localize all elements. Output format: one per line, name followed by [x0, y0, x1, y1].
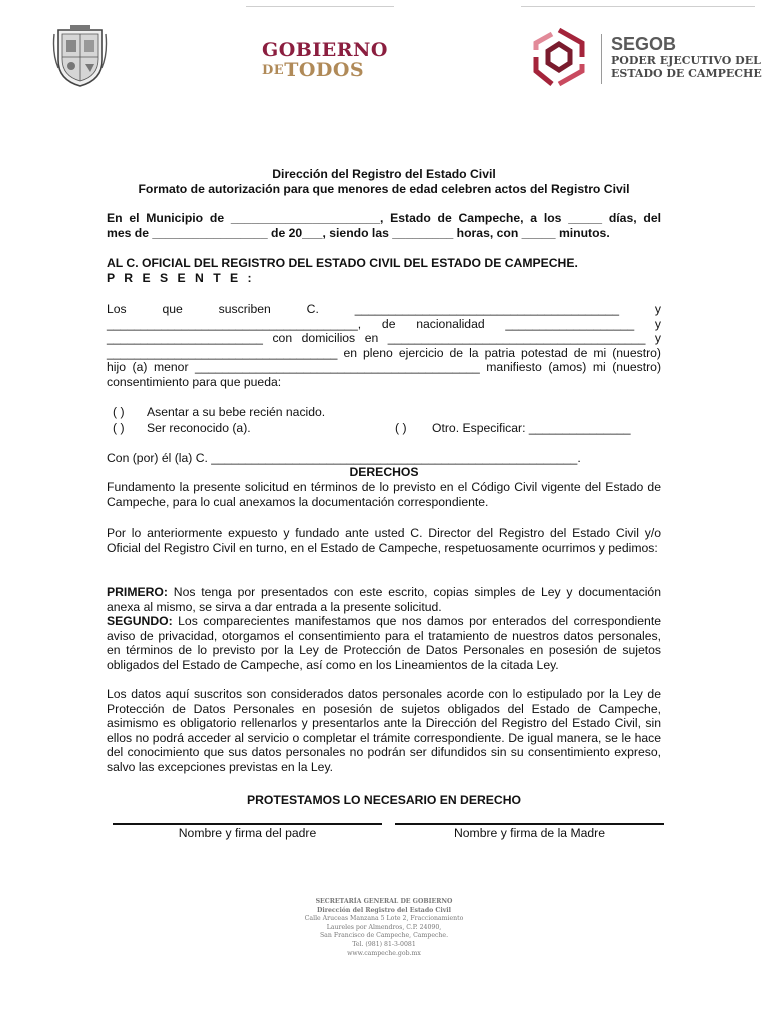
footer-line3: Calle Aruceas Manzana 5 Lote 2, Fraccionamiento — [304, 915, 464, 923]
suscriben-line2: _____________________________________, de nacionalidad ___________________ y — [107, 316, 661, 331]
derechos-heading: DERECHOS — [349, 465, 419, 479]
campeche-coat-of-arms-icon — [52, 24, 108, 88]
segundo-label: SEGUNDO: — [107, 614, 173, 628]
mother-signature-line[interactable] — [395, 823, 664, 825]
segob-emblem-icon — [528, 26, 590, 88]
mother-signature-label: Nombre y firma de la Madre — [453, 826, 606, 840]
gobierno-logo-line2 — [262, 60, 382, 81]
footer-address — [250, 898, 518, 958]
option-recognized-label: Ser reconocido (a). — [147, 421, 251, 435]
addressee-line1: AL C. OFICIAL DEL REGISTRO DEL ESTADO CIVIL DEL ESTADO DE CAMPECHE. — [107, 256, 578, 270]
title-line2: Formato de autorización para que menores de edad celebren actos del Registro Civil — [138, 181, 630, 196]
derechos-paragraph1: Fundamento la presente solicitud en términos de lo previsto en el Código Civil vigente del Estado de Campeche, para lo cual anexamos la documentación correspondiente. — [107, 480, 661, 509]
protestamos-heading: PROTESTAMOS LO NECESARIO EN DERECHO — [246, 793, 521, 807]
gobierno-logo-todos: TODOS — [284, 59, 365, 81]
segob-subtitle-line1: PODER EJECUTIVO DEL — [611, 54, 761, 67]
gobierno-logo-de: DE — [262, 63, 285, 78]
suscriben-paragraph — [107, 302, 661, 390]
con-por-line: Con (por) él (la) C. ______________________________________________________. — [107, 451, 581, 465]
footer-line4: Laureles por Almendros, C.P. 24090, — [326, 923, 442, 931]
gobierno-de-todos-logo — [262, 39, 388, 81]
footer-line7[interactable]: www.campeche.gob.mx — [347, 949, 421, 957]
suscriben-line6: consentimiento para que pueda: — [107, 374, 282, 389]
intro-paragraph — [107, 211, 661, 240]
option-other-label: Otro. Especificar: _______________ — [432, 421, 631, 435]
suscriben-line5: hijo (a) menor __________________________________________ manifiesto (amos) mi (nuestro) — [107, 360, 661, 375]
father-signature-line[interactable] — [113, 823, 382, 825]
footer-line6: Tel. (981) 81-3-0081 — [352, 940, 416, 948]
segob-separator — [601, 34, 602, 84]
gobierno-logo-line1: GOBIERNO — [262, 39, 388, 61]
intro-line2: mes de _________________ de 20___, siendo las _________ horas, con _____ minutos. — [107, 225, 610, 240]
segundo-paragraph — [107, 614, 661, 672]
suscriben-line4: __________________________________ en pleno ejercicio de la patria potestad de mi (nuestro) — [107, 345, 661, 360]
primero-text: Nos tenga por presentados con este escrito, copias simples de Ley y documentación anexa al mismo, se sirva a dar entrada a la presente solicitud. — [107, 585, 661, 614]
father-signature-label: Nombre y firma del padre — [178, 826, 317, 840]
title-line1: Dirección del Registro del Estado Civil — [272, 167, 496, 181]
segundo-text: Los comparecientes manifestamos que nos damos por enterados del correspondiente aviso de privacidad, otorgamos el consentimiento para el tratamiento de nuestros datos personales, en términos de lo previsto por la Ley de Protección de Datos Personales en posesión de sujetos obligados del Estado de Campeche, así como en los Lineamientos de la citada Ley. — [107, 614, 661, 672]
segob-subtitle-line2: ESTADO DE CAMPECHE — [611, 67, 762, 80]
segob-logo-text — [611, 34, 762, 80]
top-rule-right — [521, 6, 755, 7]
presente-label: P R E S E N T E : — [107, 270, 255, 285]
suscriben-line1: Los que suscriben C. _______________________________________ y — [107, 302, 661, 316]
primero-paragraph — [107, 585, 661, 614]
addressee — [107, 256, 661, 285]
option-recognized-checkbox[interactable]: ( ) — [113, 421, 125, 435]
footer-line2: Dirección del Registro del Estado Civil — [317, 906, 451, 914]
intro-line1: En el Municipio de ______________________, Estado de Campeche, a los _____ días, del — [107, 211, 661, 225]
document-title — [107, 167, 661, 196]
footer-line5: San Francisco de Campeche, Campeche. — [319, 932, 449, 940]
footer-line1: SECRETARÍA GENERAL DE GOBIERNO — [315, 898, 453, 905]
derechos-paragraph2: Por lo anteriormente expuesto y fundado ante usted C. Director del Registro del Estado Civil y/o Oficial del Registro Civil en turno, en el Estado de Campeche, respetuosamente ocurrimos y pedimos: — [107, 526, 661, 555]
primero-label: PRIMERO: — [107, 585, 168, 599]
option-newborn-label: Asentar a su bebe recién nacido. — [147, 405, 326, 419]
top-rule-left — [246, 6, 394, 7]
segob-title: SEGOB — [611, 34, 677, 54]
datos-personales-paragraph: Los datos aquí suscritos son considerados datos personales acorde con lo estipulado por la Ley de Protección de Datos Personales en posesión de sujetos obligados del Estado de Campeche, asimismo es obligatorio rellenarlos y presentarlos ante la Dirección del Registro del Estado Civil, sin ellos no podrá acceder al servicio o completar el trámite correspondiente. De igual manera, se le hace del conocimiento que sus datos personales no podrán ser difundidos sin su consentimiento expreso, salvo las excepciones previstas en la Ley. — [107, 687, 661, 774]
suscriben-line3: _______________________ con domicilios en ______________________________________ y — [107, 331, 661, 346]
option-other-checkbox[interactable]: ( ) — [395, 421, 407, 435]
option-newborn-checkbox[interactable]: ( ) — [113, 405, 125, 419]
